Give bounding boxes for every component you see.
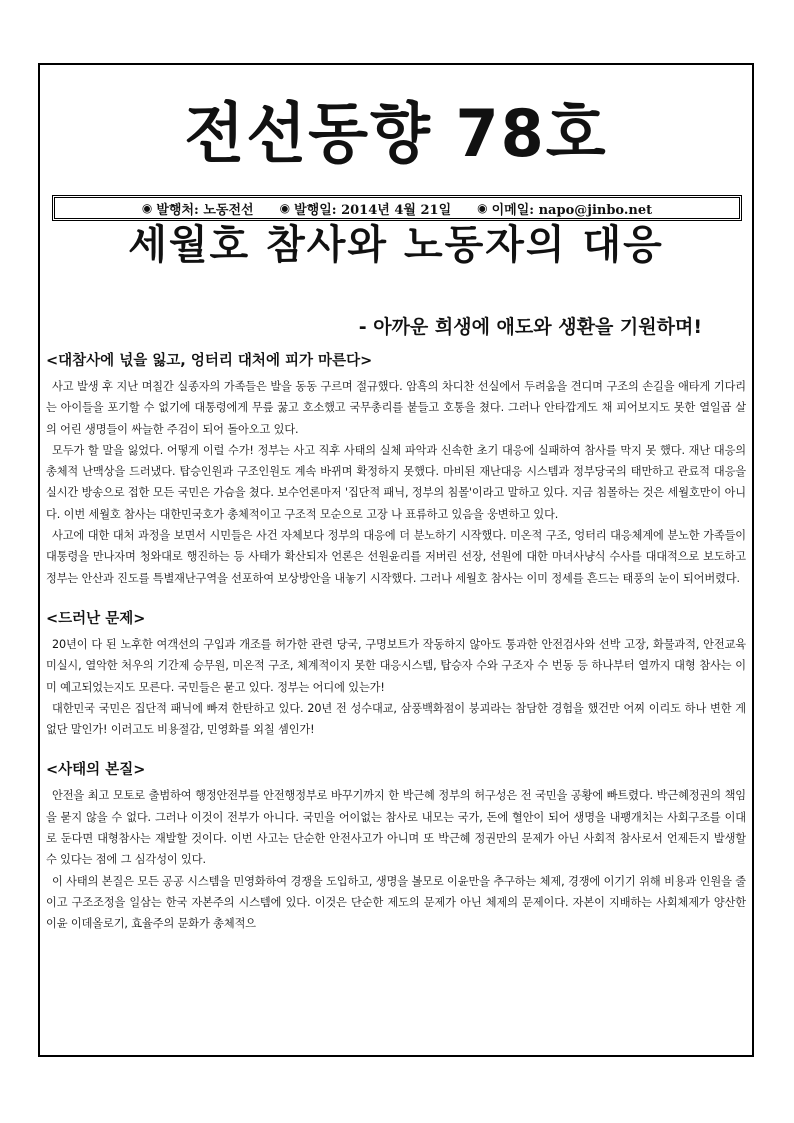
article-body <box>46 349 746 935</box>
paragraph: 대한민국 국민은 집단적 패닉에 빠져 한탄하고 있다. 20년 전 성수대교, 삼풍백화점이 붕괴라는 참담한 경험을 했건만 어찌 이리도 하나 변한 게 없단 말인가! 이러고도 비용절감, 민영화를 외칠 셈인가! <box>46 701 746 737</box>
subheadline: - 아까운 희생에 애도와 생환을 기원하며! <box>358 316 702 338</box>
bullet-icon: ◉ <box>141 201 153 215</box>
section-problems <box>46 607 746 740</box>
paragraph: 사고에 대한 대처 과정을 보면서 시민들은 사건 자체보다 정부의 대응에 더 분노하기 시작했다. 미온적 구조, 엉터리 대응체계에 분노한 가족들이 대통령을 만나자며 청와대로 행진하는 등 사태가 확산되자 언론은 선원윤리를 저버린 선장, 선원에 대한 마녀사냥식 수사를 대대적으로 보도하고 정부는 안산과 진도를 특별재난구역을 선포하여 보상방안을 내놓기 시작했다. 그러나 세월호 참사는 이미 정세를 흔드는 태풍의 눈이 되어버렸다. <box>46 529 746 585</box>
bullet-icon: ◉ <box>279 201 291 215</box>
date-info <box>280 199 452 218</box>
paragraph: 모두가 할 말을 잃었다. 어떻게 이럴 수가! 정부는 사고 직후 사태의 실체 파악과 신속한 초기 대응에 실패하여 참사를 막지 못 했다. 재난 대응의 총체적 난맥상을 드러냈다. 탑승인원과 구조인원도 계속 바뀌며 확정하지 못했다. 마비된 재난대응 시스템과 정부당국의 태만하고 관료적 대응을 실시간 방송으로 접한 모든 국민은 가슴을 쳤다. 보수언론마저 '집단적 패닉, 정부의 침몰'이라고 말하고 있다. 지금 침몰하는 것은 세월호만이 아니다. 이번 세월호 참사는 대한민국호가 총체적이고 구조적 모순으로 고장 나 표류하고 있음을 웅변하고 있다. <box>46 443 746 521</box>
paragraph: 20년이 다 된 노후한 여객선의 구입과 개조를 허가한 관련 당국, 구명보트가 작동하지 않아도 통과한 안전검사와 선박 고장, 화물과적, 안전교육 미실시, 열악한 처우의 기간제 승무원, 미온적 구조, 체계적이지 못한 대응시스템, 탑승자 수와 구조자 수 번동 등 하나부터 열까지 대형 참사는 이미 예고되었는지도 모른다. 국민들은 묻고 있다. 정부는 어디에 있는가! <box>46 637 746 694</box>
email-text: 이메일: napo@jinbo.net <box>491 202 653 218</box>
section-title: <사태의 본질> <box>46 762 146 779</box>
bullet-icon: ◉ <box>477 201 488 215</box>
masthead-title: 전선동향 78호 <box>184 95 608 172</box>
headline: 세월호 참사와 노동자의 대응 <box>128 222 664 268</box>
paragraph: 사고 발생 후 지난 며칠간 실종자의 가족들은 발을 동동 구르며 절규했다. 암흑의 차디찬 선실에서 두려움을 견디며 구조의 손길을 애타게 기다리는 아이들을 포기할 수 없기에 대통령에게 무릎 꿇고 호소했고 국무총리를 붙들고 호통을 쳤다. 그러나 안타깝게도 채 피어보지도 못한 열일곱 살의 어린 생명들이 싸늘한 주검이 되어 돌아오고 있다. <box>46 380 746 436</box>
paragraph: 안전을 최고 모토로 출범하여 행정안전부를 안전행정부로 바꾸기까지 한 박근혜 정부의 허구성은 전 국민을 공황에 빠트렸다. 박근혜정권의 책임을 묻지 않을 수 없다. 그러나 이것이 전부가 아니다. 국민을 어이없는 참사로 내모는 국가, 돈에 혈안이 되어 생명을 내팽개치는 사회구조를 이대로 둔다면 대형참사는 재발할 것이다. 이번 사고는 단순한 안전사고가 아니며 또 박근혜 정권만의 문제가 아닌 사회적 참사로서 언제든지 발생할 수 있다는 점에 그 심각성이 있다. <box>46 789 746 867</box>
section-title: <대참사에 넋을 잃고, 엉터리 대처에 피가 마른다> <box>46 353 373 369</box>
section-title: <드러난 문제> <box>46 610 146 627</box>
email-info <box>477 199 652 218</box>
section-incident <box>46 349 746 589</box>
publisher-info <box>142 199 254 218</box>
paragraph: 이 사태의 본질은 모든 공공 시스템을 민영화하여 경쟁을 도입하고, 생명을 볼모로 이윤만을 추구하는 체제, 경쟁에 이기기 위해 비용과 인원을 줄이고 구조조정을 일삼는 한국 자본주의 시스템에 있다. 이것은 단순한 제도의 문제가 아닌 체제의 문제이다. 자본이 지배하는 사회체제가 양산한 이윤 이데올로기, 효율주의 문화가 총체적으 <box>46 874 746 931</box>
newsletter-frame <box>38 63 754 1057</box>
section-essence <box>46 758 746 934</box>
publication-info-box <box>52 195 742 221</box>
publisher-text: 발행처: 노동전선 <box>156 202 254 218</box>
date-text: 발행일: 2014년 4월 21일 <box>294 202 452 218</box>
